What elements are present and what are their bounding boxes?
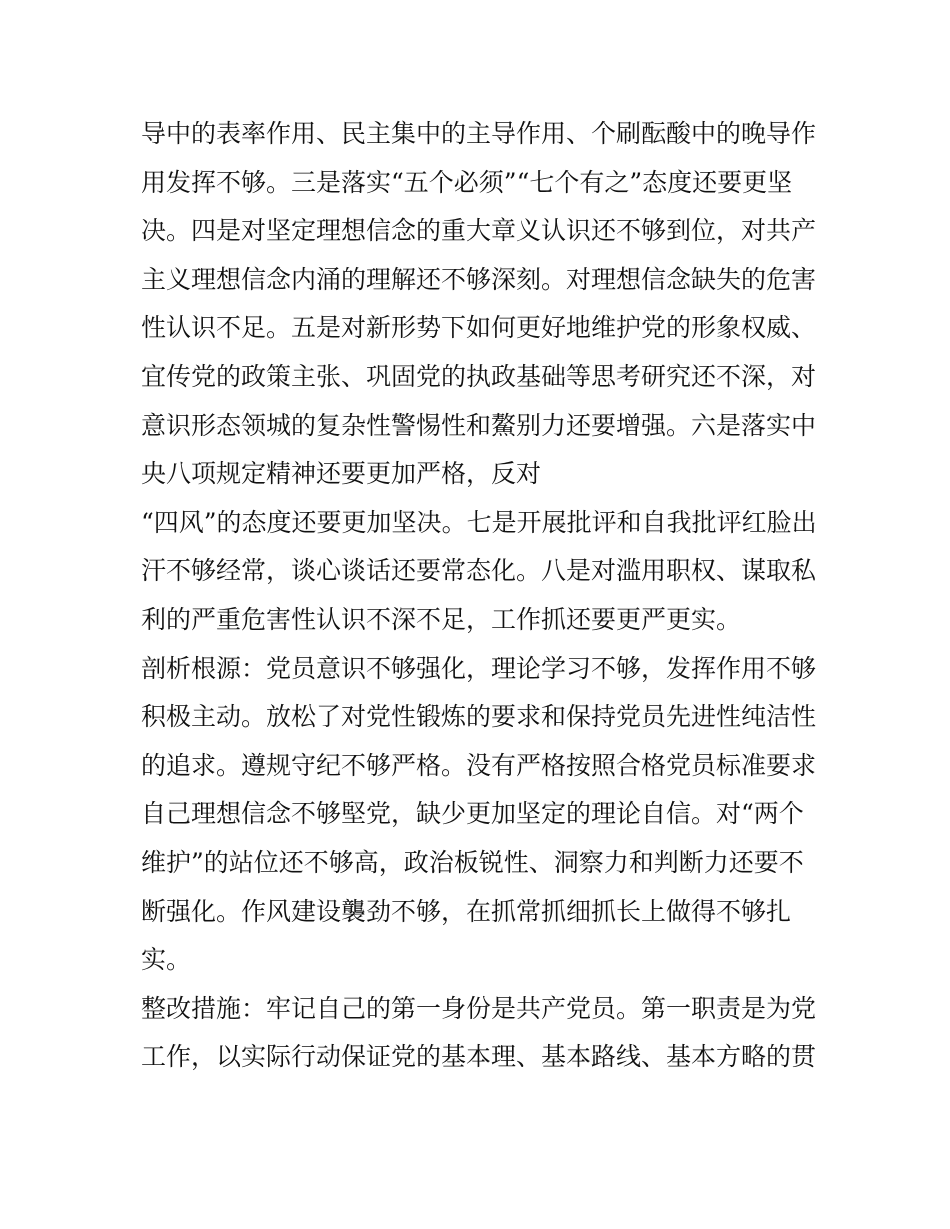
text-line: 断强化。作风建设襲劲不够，在抓常抓细抓长上做得不够扎 — [141, 896, 792, 926]
text-line: 整改措施：牢记自己的第一身份是共产党员。第一职责是为党 — [141, 993, 817, 1023]
text-line: 工作，以实际行动保证党的基本理、基本路线、基本方略的贯 — [141, 1042, 817, 1072]
text-line: 意识形态领城的复杂性警惕性和鰲别力还要增强。六是落实中 — [141, 410, 817, 440]
text-line: 导中的表率作用、民主集中的主导作用、个刷酝酸中的晚导作 — [141, 119, 817, 148]
text-line: 积极主动。放松了对党性锻炼的要求和保持党员先进性纯洁性 — [141, 702, 817, 732]
text-line: 利的严重危害性认识不深不足，工作抓还要更严更实。 — [141, 604, 742, 634]
text-line: 央八项规定精神还要更加严格，反对 — [141, 459, 542, 489]
text-line: 自己理想信念不够堅党，缺少更加坚定的理论自信。对“两个 — [141, 799, 804, 829]
text-line: 用发挥不够。三是落实“五个必须”“七个有之”态度还要更坚 — [141, 167, 793, 197]
text-line: 剖析根源：党员意识不够强化，理论学习不够，发挥作用不够 — [141, 653, 817, 683]
text-line: “四风”的态度还要更加坚决。七是开展批评和自我批评红脸出 — [141, 507, 817, 537]
text-line: 性认识不足。五是对新形势下如何更好地维护党的形象权威、 — [141, 313, 817, 343]
text-line: 实。 — [141, 945, 192, 975]
text-line: 主义理想信念内涌的理解还不够深刻。对理想信念缺失的危害 — [141, 264, 817, 294]
text-line: 的追求。遵规守纪不够严格。没有严格按照合格党员标准要求 — [141, 750, 817, 780]
text-line: 维护”的站位还不够高，政治板锐性、洞察力和判断力还要不 — [141, 847, 804, 877]
text-line: 决。四是对坚定理想信念的重大章义认识还不够到位，对共产 — [141, 216, 817, 246]
text-line: 汗不够经常，谈心谈话还要常态化。八是对滥用职权、谋取私 — [141, 556, 817, 586]
document-body — [141, 110, 821, 1082]
text-line: 宜传党的政策主张、巩固党的执政基础等思考研究还不深，对 — [141, 361, 817, 391]
